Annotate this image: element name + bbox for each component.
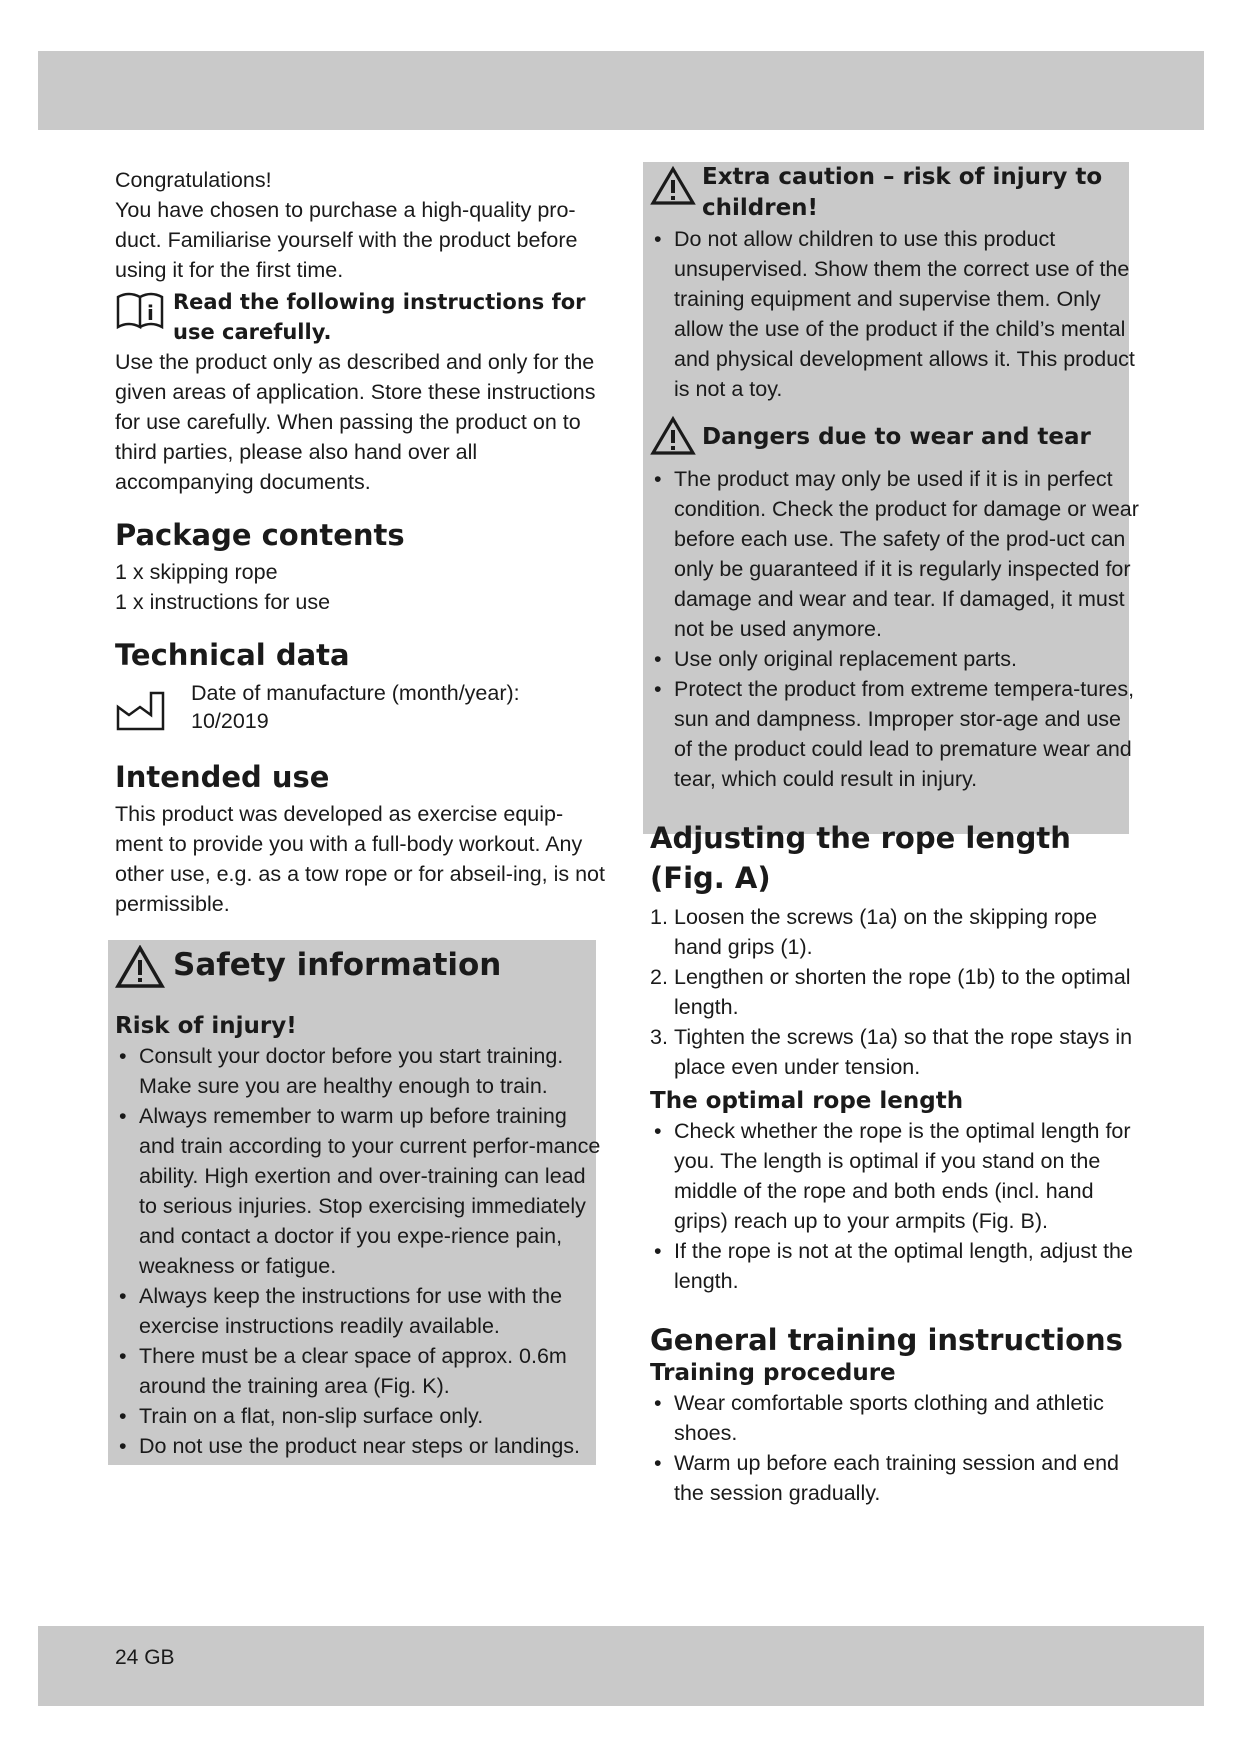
list-item: • The product may only be used if it is in perfect condition. Check the product for damage or wear before each use. The safety of the prod-uct can only be guaranteed if it is regularly inspected for damage and wear and tear. If damaged, it must not be used anymore. [650, 464, 1140, 644]
procedure-list [650, 1388, 1140, 1508]
list-item: • Always remember to warm up before training and train according to your current perfor-mance ability. High exertion and over-training can lead to serious injuries. Stop exercising immediately and contact a doctor if you expe-rience pain, weakness or fatigue. [115, 1101, 605, 1281]
list-item: • Always keep the instructions for use with the exercise instructions readily available. [115, 1281, 605, 1341]
read-notice-text: Read the following instructions for use carefully. [173, 290, 586, 344]
wear-heading: Dangers due to wear and tear [702, 424, 1091, 450]
warning-icon [650, 162, 702, 214]
tech-heading: Technical data [115, 638, 350, 672]
left-column [115, 165, 605, 1461]
manufacture-date-icon [115, 679, 191, 741]
step-number: 1. [650, 905, 668, 929]
warning-icon [115, 945, 173, 997]
svg-text:i: i [147, 301, 154, 325]
children-list [650, 224, 1140, 404]
list-item [650, 1022, 1140, 1082]
step-text: Tighten the screws (1a) so that the rope stays in place even under tension. [674, 1025, 1133, 1079]
package-item: 1 x instructions for use [115, 590, 331, 614]
page-number: 24 GB [115, 1646, 175, 1669]
intro-text: You have chosen to purchase a high-quality pro-duct. Familiarise yourself with the product before using it for the first time. [115, 198, 578, 282]
list-item: • If the rope is not at the optimal length, adjust the length. [650, 1236, 1140, 1296]
procedure-heading: Training procedure [650, 1360, 896, 1386]
list-item: • Protect the product from extreme tempera-tures, sun and dampness. Improper stor-age and use of the product could lead to premature wear and tear, which could result in injury. [650, 674, 1140, 794]
safety-title-row [115, 945, 605, 997]
list-item: • There must be a clear space of approx. 0.6m around the training area (Fig. K). [115, 1341, 605, 1401]
wear-list [650, 464, 1140, 794]
use-text: Use the product only as described and only for the given areas of application. Store these instructions for use carefully. When passing the product on to third parties, please also hand over all accompanying documents. [115, 350, 596, 494]
general-heading: General training instructions [650, 1323, 1123, 1357]
manufacture-date-row [115, 679, 605, 741]
list-item: • Warm up before each training session and end the session gradually. [650, 1448, 1140, 1508]
children-title-row [650, 162, 1140, 224]
package-item: 1 x skipping rope [115, 560, 278, 584]
right-column [650, 162, 1140, 1508]
intended-heading: Intended use [115, 760, 330, 794]
optimal-heading: The optimal rope length [650, 1088, 964, 1114]
footer-band [38, 1626, 1204, 1706]
children-heading: Extra caution – risk of injury to children! [702, 164, 1103, 221]
list-item: • Wear comfortable sports clothing and athletic shoes. [650, 1388, 1140, 1448]
read-manual-icon [115, 287, 173, 339]
list-item: • Train on a flat, non-slip surface only. [115, 1401, 605, 1431]
list-item [650, 962, 1140, 1022]
list-item: • Check whether the rope is the optimal length for you. The length is optimal if you stand on the middle of the rope and both ends (incl. hand grips) reach up to your armpits (Fig. B). [650, 1116, 1140, 1236]
optimal-list [650, 1116, 1140, 1296]
wear-title-row [650, 416, 1140, 464]
list-item: • Use only original replacement parts. [650, 644, 1140, 674]
header-band [38, 51, 1204, 130]
warning-icon [650, 416, 702, 464]
list-item: • Consult your doctor before you start training. Make sure you are healthy enough to train. [115, 1041, 605, 1101]
step-number: 3. [650, 1025, 668, 1049]
manufacture-value: 10/2019 [191, 709, 269, 733]
manufacture-label: Date of manufacture (month/year): [191, 681, 520, 705]
read-instructions-notice [115, 287, 605, 347]
adjust-steps [650, 902, 1140, 1082]
risk-list [115, 1041, 605, 1461]
step-text: Loosen the screws (1a) on the skipping rope hand grips (1). [674, 905, 1098, 959]
list-item: • Do not use the product near steps or landings. [115, 1431, 605, 1461]
list-item [650, 902, 1140, 962]
intro-greeting: Congratulations! [115, 168, 272, 192]
list-item: • Do not allow children to use this product unsupervised. Show them the correct use of the training equipment and supervise them. Only allow the use of the product if the child’s mental and physical development allows it. This product is not a toy. [650, 224, 1140, 404]
adjust-heading: Adjusting the rope length (Fig. A) [650, 821, 1071, 895]
intended-text: This product was developed as exercise equip-ment to provide you with a full-body workout. Any other use, e.g. as a tow rope or for abseil-ing, is not permissible. [115, 802, 605, 916]
safety-heading: Safety information [173, 947, 502, 983]
risk-heading: Risk of injury! [115, 1013, 297, 1039]
step-text: Lengthen or shorten the rope (1b) to the optimal length. [674, 965, 1131, 1019]
package-heading: Package contents [115, 518, 405, 552]
step-number: 2. [650, 965, 668, 989]
